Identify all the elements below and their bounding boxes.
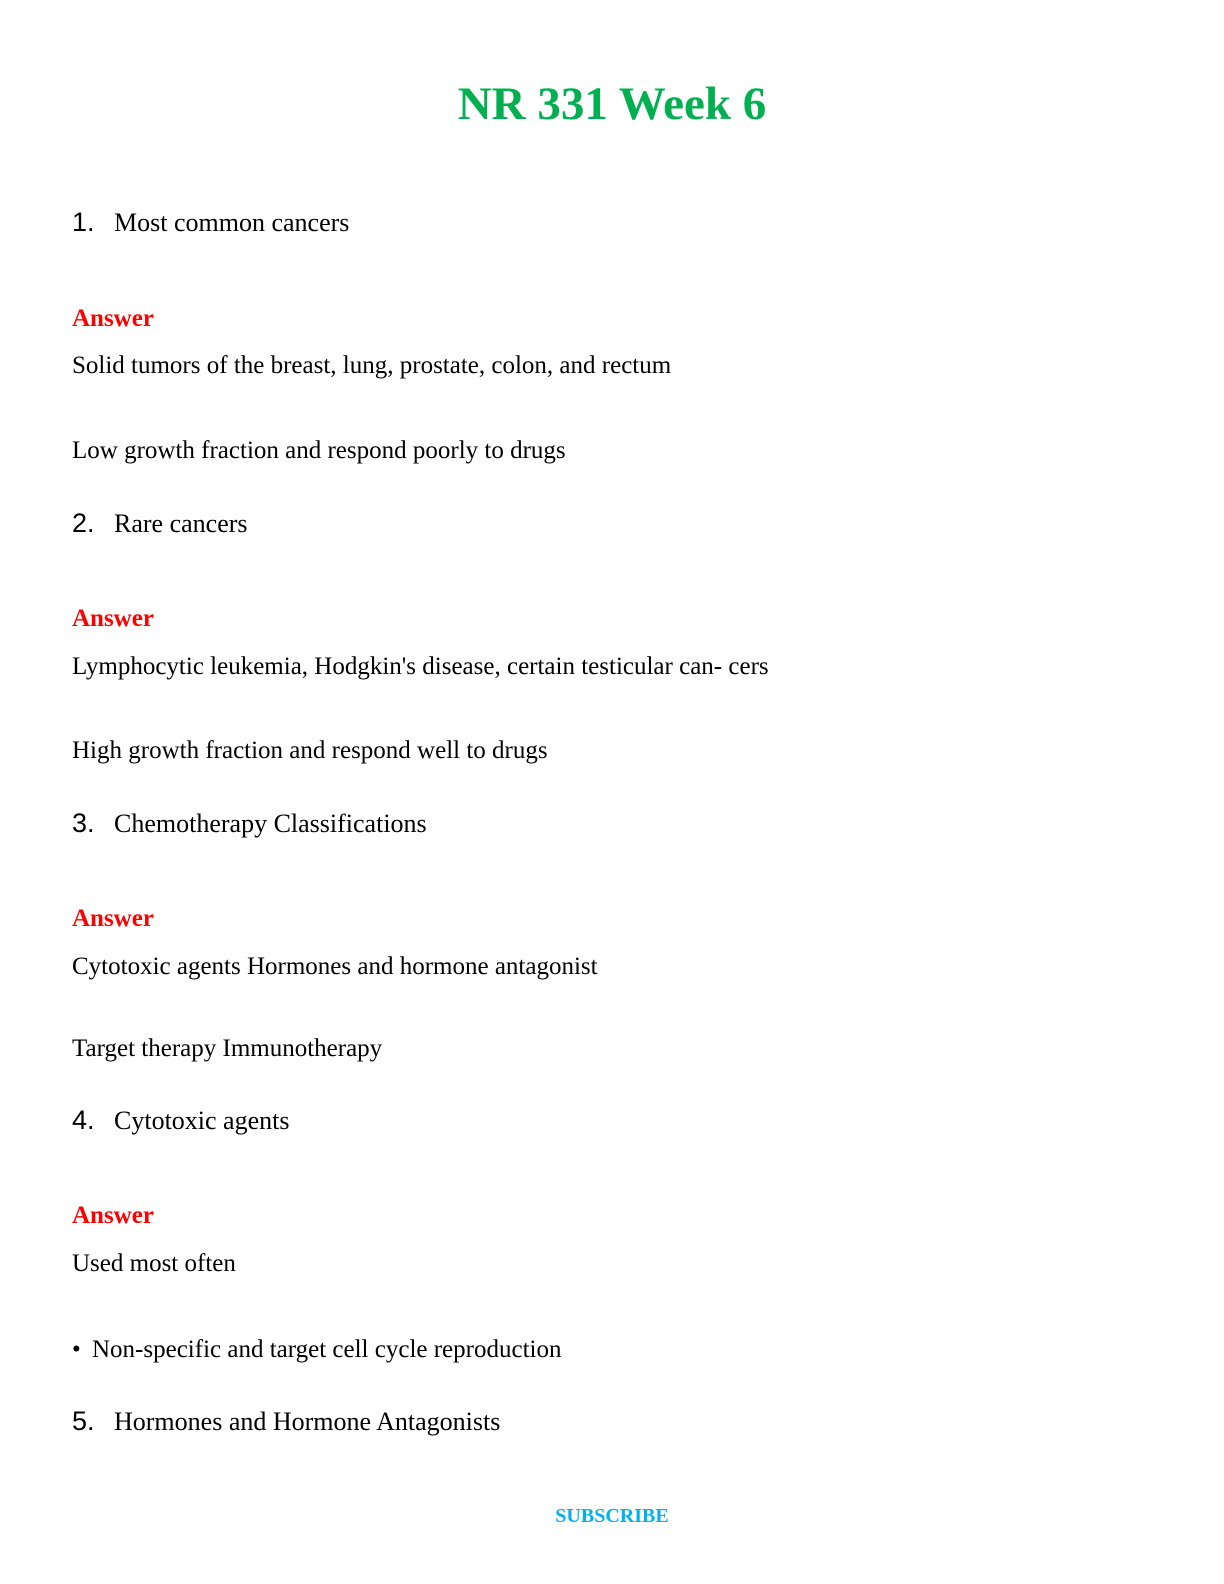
question-3 bbox=[72, 806, 427, 841]
bullet-icon: • bbox=[72, 1336, 81, 1363]
answer-line: High growth fraction and respond well to drugs bbox=[72, 737, 548, 764]
bullet-text: Non-specific and target cell cycle reproduction bbox=[92, 1336, 562, 1363]
question-number: 4. bbox=[72, 1105, 95, 1135]
answer-line: Solid tumors of the breast, lung, prostate, colon, and rectum bbox=[72, 352, 672, 379]
question-text: Hormones and Hormone Antagonists bbox=[114, 1407, 501, 1436]
answer-label: Answer bbox=[72, 605, 154, 632]
question-text: Rare cancers bbox=[114, 509, 248, 538]
question-2 bbox=[72, 506, 248, 541]
question-text: Chemotherapy Classifications bbox=[114, 809, 427, 838]
bullet-item bbox=[72, 1334, 561, 1366]
question-5 bbox=[72, 1404, 500, 1439]
question-number: 2. bbox=[72, 508, 95, 538]
question-text: Cytotoxic agents bbox=[114, 1106, 290, 1135]
question-number: 3. bbox=[72, 808, 95, 838]
subscribe-link[interactable]: SUBSCRIBE bbox=[555, 1505, 669, 1527]
answer-line: Low growth fraction and respond poorly to drugs bbox=[72, 437, 566, 464]
page-title: NR 331 Week 6 bbox=[457, 78, 767, 130]
answer-label: Answer bbox=[72, 905, 154, 932]
question-text: Most common cancers bbox=[114, 208, 350, 237]
question-number: 1. bbox=[72, 207, 95, 237]
answer-line: Target therapy Immunotherapy bbox=[72, 1035, 383, 1062]
question-number: 5. bbox=[72, 1406, 95, 1436]
answer-line: Lymphocytic leukemia, Hodgkin's disease, certain testicular can- cers bbox=[72, 653, 769, 680]
answer-line: Cytotoxic agents Hormones and hormone antagonist bbox=[72, 953, 598, 980]
answer-line: Used most often bbox=[72, 1250, 236, 1277]
answer-label: Answer bbox=[72, 1202, 154, 1229]
question-1 bbox=[72, 205, 349, 240]
answer-label: Answer bbox=[72, 305, 154, 332]
question-4 bbox=[72, 1103, 289, 1138]
